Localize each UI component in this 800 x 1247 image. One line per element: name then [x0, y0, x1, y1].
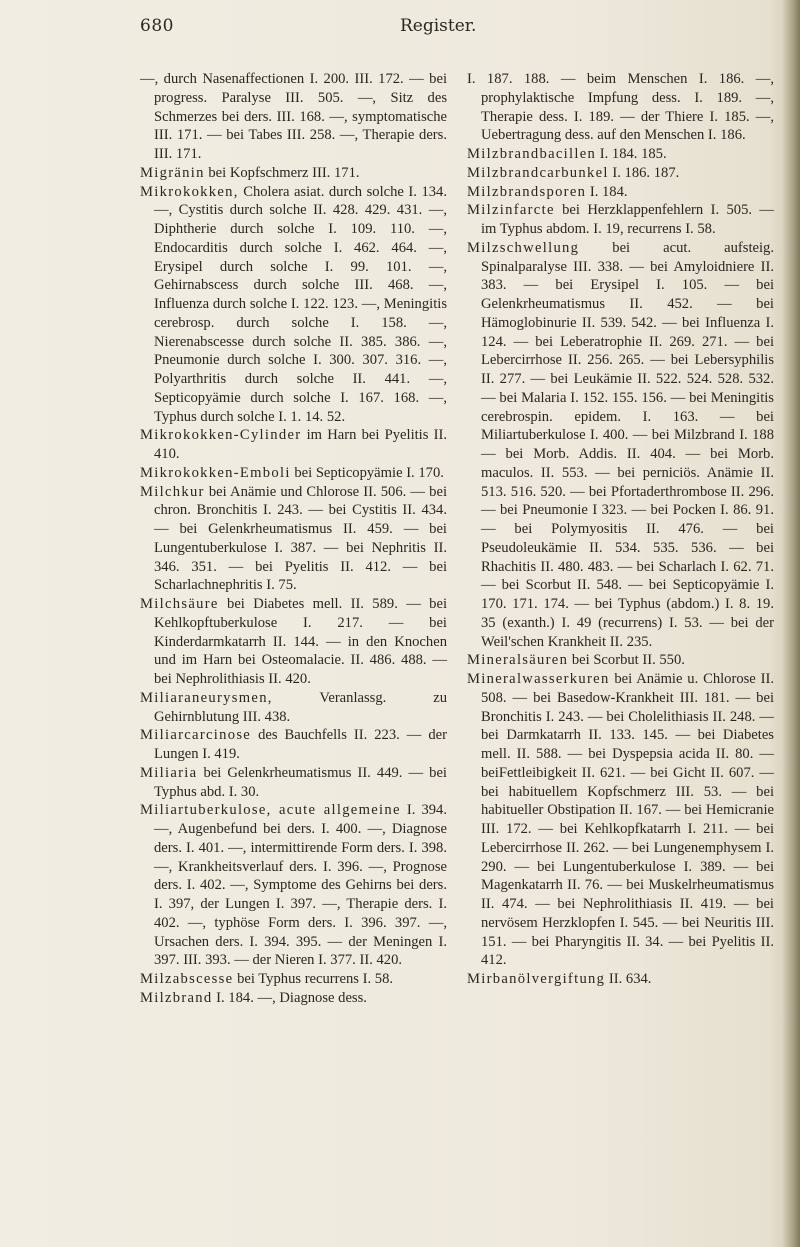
index-entry — [140, 164, 447, 183]
index-entry — [467, 183, 774, 202]
index-entry — [140, 70, 447, 164]
index-headword: Miliarcarcinose — [140, 727, 252, 744]
index-entry — [140, 483, 447, 596]
page-header — [0, 16, 800, 46]
index-headword: Milzbrandbacillen — [467, 146, 597, 162]
index-headword: Mikrokokken, — [140, 183, 239, 200]
index-references: bei Septicopyämie I. 170. — [290, 464, 444, 481]
index-references: I. 184. —, Diagnose dess. — [212, 989, 367, 1006]
index-entry — [467, 164, 774, 183]
index-references: bei Diabetes mell. II. 589. — bei Kehlkopftuberkulose I. 217. — bei Kinderdarmkatarrh II. 144. — in den Knochen und im Harn bei Osteomalacie. II. 486. 488. — bei Nephrolithiasis II. 420. — [154, 596, 447, 687]
index-entry — [467, 145, 774, 164]
index-entry — [140, 426, 447, 464]
index-headword: Mineralsäuren — [467, 652, 569, 669]
index-references: I. 184. — [586, 183, 628, 200]
index-entry — [140, 764, 447, 802]
index-headword: Mikrokokken-Emboli — [140, 464, 291, 481]
index-entry — [140, 689, 447, 727]
index-entry — [140, 726, 447, 764]
index-entry — [467, 651, 774, 670]
index-references: bei Kopfschmerz III. 171. — [204, 164, 360, 181]
right-column — [467, 70, 774, 989]
index-entry — [140, 989, 447, 1008]
left-column — [140, 70, 447, 1008]
index-references: I. 187. 188. — beim Menschen I. 186. —, prophylaktische Impfung dess. I. 189. —, Therapie dess. I. 189. — der Thiere I. 185. —, Uebertragung dess. auf den Menschen I. 186. — [467, 71, 774, 144]
page-number: 680 — [140, 16, 174, 36]
index-headword: Milzschwellung — [467, 239, 580, 256]
index-headword: Mikrokokken-Cylinder — [140, 427, 302, 444]
index-headword: Mineralwasserkuren — [467, 671, 610, 687]
index-references: II. 634. — [605, 971, 652, 987]
index-headword: Miliaria — [140, 764, 198, 781]
index-entry — [140, 595, 447, 689]
index-references: Cholera asiat. durch solche I. 134. —, Cystitis durch solche II. 428. 429. 431. —, Diphtherie durch solche I. 109. 110. —, Endocarditis durch solche I. 462. 464. —, Erysipel durch solche I. 99. 101. —, Gehirnabscess durch solche III. 468. —, Influenza durch solche I. 122. 123. —, Meningitis cerebrosp. durch solche I. 158. —, Nierenabscesse durch solche II. 385. 386. —, Pneumonie durch solche I. 300. 307. 316. —, Polyarthritis durch solche II. 441. —, Septicopyämie durch solche I. 167. 168. —, Typhus durch solche I. 1. 14. 52. — [154, 183, 447, 425]
index-references: im Harn bei Pyelitis II. 410. — [154, 427, 447, 462]
index-entry — [467, 70, 774, 145]
index-headword: Milzbrand — [140, 989, 213, 1006]
index-entry — [467, 201, 774, 239]
index-references: I. 184. 185. — [596, 146, 667, 162]
index-headword: Milzinfarcte — [467, 202, 555, 219]
index-references: bei acut. aufsteig. Spinalparalyse III. 338. — bei Amyloidniere II. 383. — bei Erysipel I. 105. — bei Gelenkrheumatismus II. 452. — bei Hämoglobinurie II. 539. 542. — bei Influenza I. 124. — bei Leberatrophie II. 269. 271. — bei Lebercirrhose II. 256. 265. — bei Lebersyphilis II. 277. — bei Leukämie II. 522. 524. 528. 532. — bei Malaria I. 152. 155. 156. — bei Meningitis cerebrospin. epidem. I. 163. — bei Miliartuberkulose I. 400. — bei Milzbrand I. 188 — bei Morb. Addis. II. 404. — bei Morb. maculos. II. 553. — bei perniciös. Anämie II. 513. 516. 520. — bei Pfortaderthrombose II. 296. — bei Pneumonie I 323. — bei Pocken I. 86. 91. — bei Polymyositis II. 476. — bei Pseudoleukämie II. 534. 535. 536. — bei Rhachitis II. 480. 483. — bei Scharlach I. 62. 71. — bei Scorbut II. 548. — bei Septicopyämie I. 170. 171. 174. — bei Typhus (abdom.) I. 8. 19. 35 (exanth.) I. 49 (recurrens) I. 53. — bei der Weil'schen Krankheit II. 235. — [481, 239, 774, 650]
index-references: bei Herzklappenfehlern I. 505. — im Typhus abdom. I. 19, recurrens I. 58. — [481, 202, 774, 237]
index-headword: Milzabscesse — [140, 971, 234, 987]
index-headword: Milzbrandcarbunkel — [467, 164, 609, 181]
index-headword: Miliaraneurysmen, — [140, 689, 273, 706]
index-entry — [467, 670, 774, 970]
page-edge-shadow — [782, 0, 800, 1247]
index-headword: Milchsäure — [140, 596, 219, 612]
index-references: —, durch Nasenaffectionen I. 200. III. 172. — bei progress. Paralyse III. 505. —, Sitz des Schmerzes bei ders. III. 168. —, symptomatische III. 171. — bei Tabes III. 258. —, Therapie ders. III. 171. — [140, 71, 447, 162]
index-headword: Milzbrandsporen — [467, 183, 587, 200]
index-entry — [140, 801, 447, 970]
index-entry — [140, 183, 447, 427]
index-references: I. 394. —, Augenbefund bei ders. I. 400. —, Diagnose ders. I. 401. —, intermittirende Form ders. I. 398. —, Krankheitsverlauf ders. I. 396. —, Prognose ders. I. 402. —, Symptome des Gehirns bei ders. I. 397, der Lungen I. 397. —, Therapie ders. I. 402. —, typhöse Form ders. I. 396. 397. —, Ursachen ders. I. 394. 395. — der Meningen I. 397. III. 393. — der Nieren I. 377. II. 420. — [154, 802, 447, 969]
index-references: I. 186. 187. — [608, 164, 680, 181]
index-entry — [467, 970, 774, 989]
index-references: bei Gelenkrheumatismus II. 449. — bei Typhus abd. I. 30. — [154, 764, 447, 800]
index-headword: Mirbanölvergiftung — [467, 971, 606, 987]
index-entry — [140, 970, 447, 989]
index-references: bei Anämie u. Chlorose II. 508. — bei Basedow-Krankheit III. 181. — bei Bronchitis I. 243. — bei Cholelithiasis II. 248. — bei Darmkatarrh II. 133. 145. — bei Diabetes mell. II. 588. — bei Dyspepsia acida II. 80. — beiFettleibigkeit II. 621. — bei Gicht II. 607. — bei habituellem Kopfschmerz III. 53. — bei habitueller Obstipation II. 167. — bei Hemicranie III. 172. — bei Kehlkopfkatarrh I. 211. — bei Lebercirrhose II. 262. — bei Lungenemphysem I. 290. — bei Lungentuberkulose I. 389. — bei Magenkatarrh II. 76. — bei Muskelrheumatismus II. 474. — bei Nephrolithiasis II. 419. — bei nervösem Herzklopfen I. 545. — bei Neuritis III. 151. — bei Pharyngitis II. 34. — bei Pyelitis II. 412. — [481, 671, 774, 969]
running-title: Register. — [400, 16, 477, 36]
index-references: Veranlassg. zu Gehirnblutung III. 438. — [154, 689, 447, 725]
index-references: bei Anämie und Chlorose II. 506. — bei chron. Bronchitis I. 243. — bei Cystitis II. 434. — bei Gelenkrheumatismus II. 459. — bei Lungentuberkulose I. 387. — bei Nephritis II. 346. 351. — bei Pyelitis II. 412. — bei Scharlachnephritis I. 75. — [154, 483, 447, 594]
index-references: bei Typhus recurrens I. 58. — [233, 971, 394, 987]
index-headword: Migränin — [140, 164, 205, 181]
index-entry — [467, 239, 774, 652]
index-entry — [140, 464, 447, 483]
index-headword: Miliartuberkulose, acute allgemeine — [140, 802, 401, 819]
index-references: bei Scorbut II. 550. — [568, 652, 685, 669]
index-headword: Milchkur — [140, 483, 205, 500]
index-references: des Bauchfells II. 223. — der Lungen I. 419. — [154, 727, 447, 762]
